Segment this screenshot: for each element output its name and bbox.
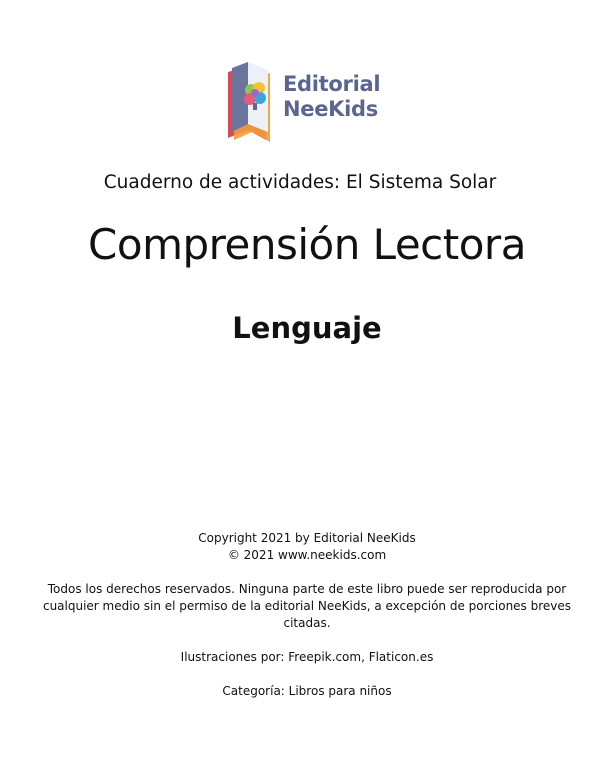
rights-line-2: cualquier medio sin el permiso de la editorial NeeKids, a excepción de porciones breves	[42, 599, 572, 613]
book-subtitle: Cuaderno de actividades: El Sistema Solar	[103, 172, 497, 193]
brain-book-icon	[226, 62, 278, 142]
book-title: Comprensión Lectora	[88, 220, 526, 269]
book-subject: Lenguaje	[232, 311, 382, 345]
illustrations-credit: Ilustraciones por: Freepik.com, Flaticon.es	[180, 650, 434, 664]
legal-notice	[40, 530, 574, 700]
logo-line-editorial: Editorial	[283, 72, 381, 96]
website-line: © 2021 www.neekids.com	[227, 548, 387, 562]
category-line: Categoría: Libros para niños	[222, 684, 392, 698]
rights-line-3: citadas.	[283, 616, 331, 630]
publisher-logo	[226, 62, 381, 144]
copyright-line: Copyright 2021 by Editorial NeeKids	[198, 531, 416, 545]
logo-line-neekids: NeeKids	[283, 97, 378, 121]
rights-line-1: Todos los derechos reservados. Ninguna parte de este libro puede ser reproducida por	[47, 582, 567, 596]
